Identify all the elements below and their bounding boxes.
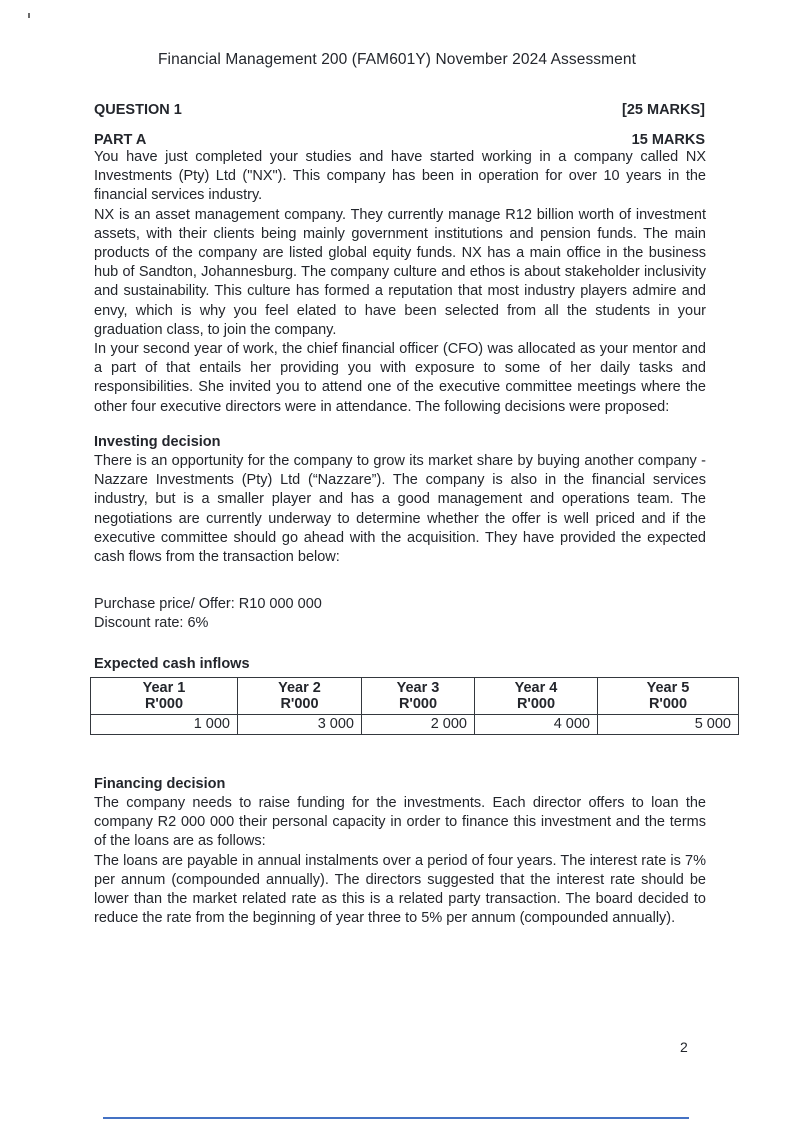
investing-decision-heading: Investing decision [94, 433, 221, 450]
expected-cash-inflows-heading: Expected cash inflows [94, 655, 250, 672]
year-label: Year 4 [514, 679, 558, 696]
table-data-row [91, 714, 739, 734]
table-cell-year5: 5 000 [598, 714, 739, 734]
year-label: Year 5 [646, 679, 690, 696]
financing-decision-heading: Financing decision [94, 775, 226, 792]
page-number: 2 [680, 1039, 688, 1055]
table-col-header-year3 [362, 677, 475, 714]
part-heading: PART A [94, 132, 147, 148]
scan-speck [28, 13, 30, 18]
table-cell-year4: 4 000 [475, 714, 598, 734]
purchase-price-line: Purchase price/ Offer: R10 000 000 [94, 596, 322, 613]
year-label: Year 3 [396, 679, 440, 696]
page-title: Financial Management 200 (FAM601Y) November 2024 Assessment [157, 51, 637, 68]
unit-label: R'000 [648, 696, 688, 713]
table-cell-year2: 3 000 [238, 714, 362, 734]
table-col-header-year1 [91, 677, 238, 714]
year-label: Year 1 [142, 679, 186, 696]
intro-paragraph-2: NX is an asset management company. They currently manage R12 billion worth of investment assets, with their clients being mainly government institutions and pension funds. The main products of the company are listed global equity funds. NX has a main office in the business hub of Sandton, Johannesburg. The company culture and ethos is about stakeholder inclusivity and sustainability. This culture has formed a reputation that most industry players admire and envy, which is why you feel elated to have been selected from all the students in your graduation class, to join the company. [94, 206, 706, 338]
question-heading: QUESTION 1 [94, 102, 182, 118]
unit-label: R'000 [398, 696, 438, 713]
unit-label: R'000 [280, 696, 319, 713]
footer-rule [103, 1117, 689, 1119]
discount-rate-line: Discount rate: 6% [94, 615, 209, 632]
intro-paragraph-1: You have just completed your studies and have started working in a company called NX Investments (Pty) Ltd ("NX"). This company has been in operation for over 10 years in the financial services industry. [94, 149, 706, 204]
table-header-row [91, 677, 739, 714]
unit-label: R'000 [516, 696, 556, 713]
part-row [94, 132, 705, 148]
intro-paragraph-3: In your second year of work, the chief financial officer (CFO) was allocated as your mentor and a part of that entails her providing you with exposure to some of her daily tasks and responsibilities. She invited you to attend one of the executive committee meetings where the other four executive directors were in attendance. The following decisions were proposed: [94, 341, 706, 415]
investing-paragraph: There is an opportunity for the company to grow its market share by buying another company -Nazzare Investments (Pty) Ltd (“Nazzare”). The company is also in the financial services industry, but is a smaller player and has a good management and operations team. The negotiations are currently underway to determine whether the offer is well priced and if the executive committee should go ahead with the acquisition. They have provided the expected cash flows from the transaction below: [94, 453, 706, 566]
table-col-header-year2 [238, 677, 362, 714]
table-col-header-year4 [475, 677, 598, 714]
year-label: Year 2 [278, 679, 321, 696]
cash-inflows-table [90, 677, 739, 735]
table-cell-year3: 2 000 [362, 714, 475, 734]
financing-paragraph-1: The company needs to raise funding for the investments. Each director offers to loan the company R2 000 000 their personal capacity in order to finance this investment and the terms of the loans are as follows: [94, 795, 706, 850]
table-cell-year1: 1 000 [91, 714, 238, 734]
financing-paragraph-2: The loans are payable in annual instalments over a period of four years. The interest rate is 7% per annum (compounded annually). The directors suggested that the interest rate should be lower than the market related rate as this is a related party transaction. The board decided to reduce the rate from the beginning of year three to 5% per annum (compounded annually). [94, 852, 706, 927]
table-col-header-year5 [598, 677, 739, 714]
question-marks: [25 MARKS] [622, 102, 705, 118]
part-marks: 15 MARKS [631, 132, 705, 148]
unit-label: R'000 [144, 696, 184, 713]
question-row [94, 102, 705, 118]
